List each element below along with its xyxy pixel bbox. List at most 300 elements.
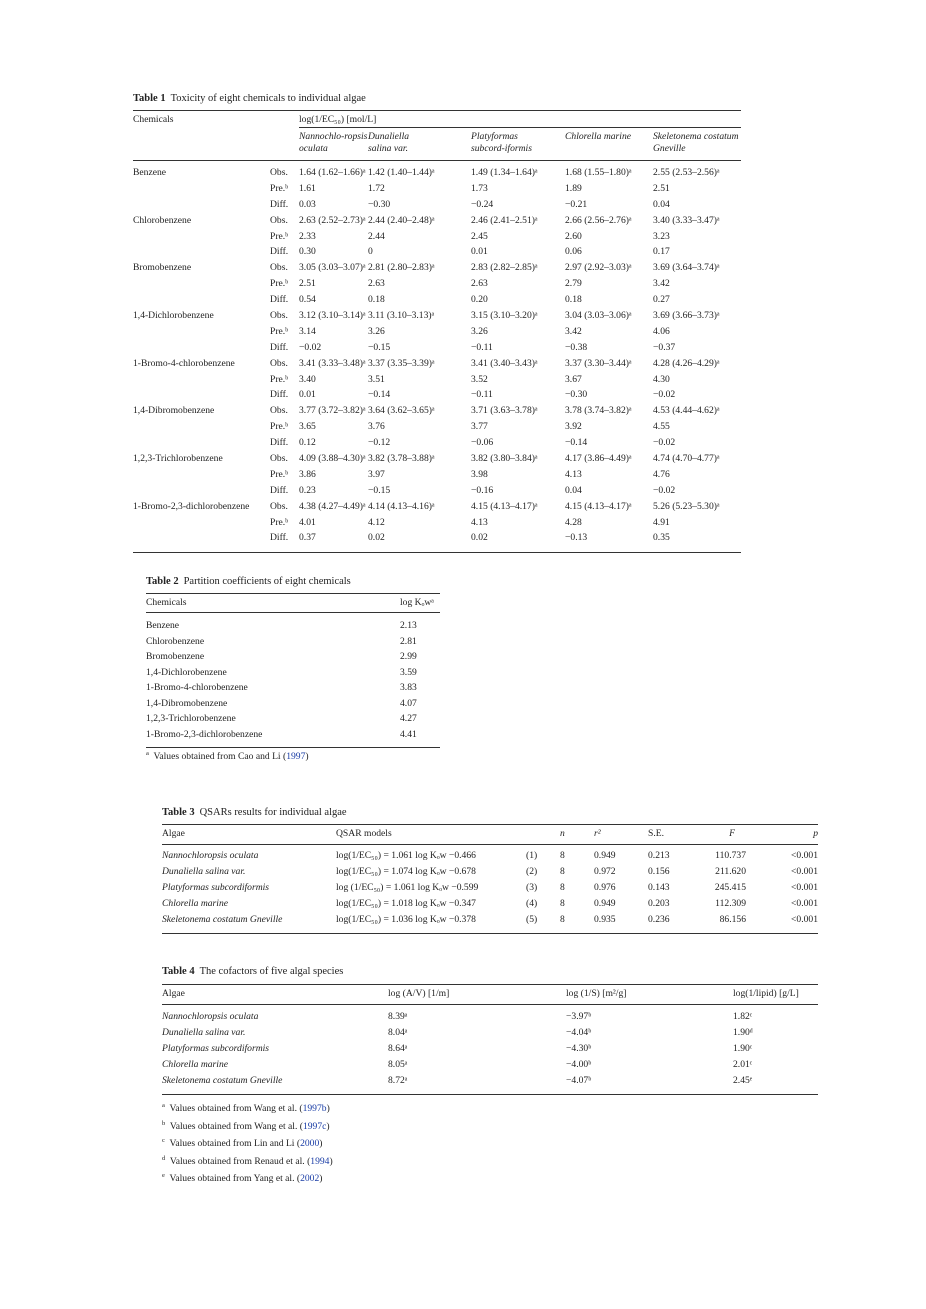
species-name-line1: Skeletonema costatum — [653, 131, 739, 142]
table1-species-header — [368, 131, 471, 161]
table1-cell: 0.02 — [368, 532, 385, 544]
r2-value: 0.935 — [594, 914, 616, 925]
alga-name: Skeletonema costatum Gneville — [162, 1075, 283, 1086]
table1-cell: 0.02 — [471, 532, 488, 544]
table1-cell: 0.18 — [565, 294, 582, 306]
citation-link[interactable]: 2000 — [300, 1138, 320, 1150]
row-type-label: Pre.ᵇ — [270, 278, 289, 290]
se-value: 0.236 — [648, 914, 670, 925]
chemical-name — [133, 374, 270, 390]
n-value: 8 — [560, 882, 565, 893]
s-value: −4.04ᵇ — [566, 1027, 592, 1038]
table1-title — [133, 93, 366, 104]
table1-cell: 4.38 (4.27–4.49)ᵃ — [299, 500, 366, 512]
table1-row — [133, 262, 741, 278]
table1-row — [133, 453, 741, 469]
chemical-name: 1,4-Dibromobenzene — [133, 405, 215, 417]
table1-cell: 3.05 (3.03–3.07)ᵃ — [299, 262, 366, 274]
footnote-text: Values obtained from Yang et al. ( — [169, 1173, 301, 1185]
species-name-line1: Platyformas — [471, 131, 518, 142]
table1-cell: 3.77 — [471, 421, 488, 433]
citation-link[interactable]: 1994 — [310, 1155, 330, 1167]
table4-footnote — [162, 1172, 333, 1190]
table1-cell: 2.44 (2.40–2.48)ᵃ — [368, 214, 435, 226]
n-value: 8 — [560, 914, 565, 925]
table2-row — [146, 613, 440, 636]
table1-row — [133, 374, 741, 390]
table1-cell: 2.63 — [368, 278, 385, 290]
alga-name: Chlorella marine — [162, 1059, 228, 1070]
table1-row — [133, 215, 741, 231]
row-type-label: Obs. — [270, 500, 288, 512]
table2-row — [146, 636, 440, 652]
row-type-label: Diff. — [270, 484, 289, 496]
equation-number: (1) — [526, 850, 538, 861]
table1-row — [133, 437, 741, 453]
table4-footnote — [162, 1137, 333, 1155]
equation-number: (4) — [526, 898, 538, 909]
row-type-label: Obs. — [270, 310, 288, 322]
table3-row — [162, 882, 818, 898]
table1-cell: 0.04 — [565, 484, 582, 496]
table3-caption: QSARs results for individual algae — [199, 807, 347, 818]
table1-cell: 3.51 — [368, 373, 385, 385]
table3 — [162, 824, 818, 934]
table1-cell: 3.11 (3.10–3.13)ᵃ — [368, 310, 435, 322]
table1-cell: 4.14 (4.13–4.16)ᵃ — [368, 500, 435, 512]
species-name-line2: subcord-iformis — [471, 143, 532, 154]
footnote-close: ) — [319, 1138, 323, 1150]
table4-title — [162, 966, 343, 977]
table4-row — [162, 1059, 818, 1075]
footnote-close: ) — [319, 1173, 323, 1185]
table1-cell: 3.69 (3.66–3.73)ᵃ — [653, 310, 720, 322]
r2-value: 0.972 — [594, 866, 616, 877]
chemical-name — [133, 199, 270, 215]
table1-row — [133, 501, 741, 517]
chemical-name: Bromobenzene — [133, 262, 192, 274]
table1-cell: 3.41 (3.33–3.48)ᵃ — [299, 357, 366, 369]
table1-cell: 3.40 — [299, 373, 316, 385]
table4-header-lipid: log(1/lipid) [g/L] — [733, 988, 799, 999]
n-value: 8 — [560, 850, 565, 861]
chemical-name — [133, 469, 270, 485]
footnote-text: Values obtained from Renaud et al. ( — [169, 1155, 311, 1167]
table1-cell: 4.28 — [565, 516, 582, 528]
se-value: 0.156 — [648, 866, 670, 877]
table1-cell: 2.79 — [565, 278, 582, 290]
table1-cell: 3.76 — [368, 421, 385, 433]
lipid-value: 2.45ᵉ — [733, 1075, 753, 1086]
n-value: 8 — [560, 866, 565, 877]
table1-cell: 0.18 — [368, 294, 385, 306]
table1-cell: 2.51 — [653, 182, 670, 194]
qsar-model: log(1/EC₅₀) = 1.018 log Kₒw −0.347 — [336, 898, 476, 909]
av-value: 8.72ᵃ — [388, 1075, 408, 1086]
chemical-name — [133, 183, 270, 199]
table1-cell: −0.06 — [471, 437, 494, 449]
chemical-name — [133, 517, 270, 533]
table1-species-header — [565, 131, 653, 161]
table1-cell: 1.64 (1.62–1.66)ᵃ — [299, 167, 366, 178]
table1-cell: 4.74 (4.70–4.77)ᵃ — [653, 453, 720, 465]
table1-cell: 0.12 — [299, 437, 316, 449]
table1-cell: −0.12 — [368, 437, 391, 449]
table1-cell: 4.28 (4.26–4.29)ᵃ — [653, 357, 720, 369]
table3-header-models: QSAR models — [336, 828, 392, 839]
logkow-value: 4.27 — [400, 713, 417, 724]
se-value: 0.203 — [648, 898, 670, 909]
table1-cell: 3.98 — [471, 468, 488, 480]
table1-cell: 2.46 (2.41–2.51)ᵃ — [471, 214, 538, 226]
table1-row — [133, 183, 741, 199]
table1-cell: 3.42 — [565, 325, 582, 337]
table1-cell: 2.66 (2.56–2.76)ᵃ — [565, 214, 632, 226]
s-value: −4.07ᵇ — [566, 1075, 592, 1086]
table2-header-logkow: log Kₒwᵃ — [400, 597, 434, 608]
table2-row — [146, 651, 440, 667]
table1-cell: 4.06 — [653, 325, 670, 337]
row-type-label: Obs. — [270, 405, 288, 417]
footnote-close: ) — [329, 1155, 333, 1167]
chemical-name — [133, 437, 270, 453]
table1-cell: 3.37 (3.35–3.39)ᵃ — [368, 357, 435, 369]
chemical-name: 1,4-Dibromobenzene — [146, 697, 228, 709]
table1-species-header — [471, 131, 565, 161]
table2-row — [146, 713, 440, 729]
chemical-name: Chlorobenzene — [133, 214, 192, 226]
table1-cell: 4.09 (3.88–4.30)ᵃ — [299, 453, 366, 465]
r2-value: 0.949 — [594, 898, 616, 909]
s-value: −4.00ᵇ — [566, 1059, 592, 1070]
table1-cell: 0.06 — [565, 246, 582, 258]
n-value: 8 — [560, 898, 565, 909]
row-type-label: Diff. — [270, 437, 289, 449]
table1-cell: 2.60 — [565, 230, 582, 242]
table1-cell: 3.69 (3.64–3.74)ᵃ — [653, 262, 720, 274]
chemical-name: Chlorobenzene — [146, 635, 205, 647]
table1-species-header — [299, 131, 368, 161]
table4-header-av: log (A/V) [1/m] — [388, 988, 450, 999]
lipid-value: 1.90ᶜ — [733, 1043, 753, 1054]
equation-number: (3) — [526, 882, 538, 893]
species-name-line2: oculata — [299, 143, 328, 154]
table1-cell: 3.14 — [299, 325, 316, 337]
table2-row — [146, 682, 440, 698]
table2-footnote: $^a$ Values obtained from Cao and Li (1997) — [146, 750, 309, 763]
table1-header-chemicals: Chemicals — [133, 114, 174, 125]
table4-footnotes — [162, 1102, 333, 1190]
alga-name: Dunaliella salina var. — [162, 866, 246, 877]
table4-row — [162, 1027, 818, 1043]
citation-link[interactable]: 1997 — [286, 751, 306, 763]
qsar-model: log(1/EC₅₀) = 1.036 log Kₒw −0.378 — [336, 914, 476, 925]
table1-row — [133, 294, 741, 310]
table1-cell: 3.78 (3.74–3.82)ᵃ — [565, 405, 632, 417]
table1-cell: 3.04 (3.03–3.06)ᵃ — [565, 310, 632, 322]
table2-header-chemicals: Chemicals — [146, 597, 187, 608]
table1-cell: 0.37 — [299, 532, 316, 544]
citation-link[interactable]: 2002 — [300, 1173, 320, 1185]
table3-header-n: n — [560, 828, 565, 839]
species-name-line1: Nannochlo-ropsis — [299, 131, 368, 142]
table1-row — [133, 532, 741, 552]
citation-link[interactable]: 1997b — [302, 1103, 327, 1115]
table3-row — [162, 845, 818, 867]
table1-cell: 3.41 (3.40–3.43)ᵃ — [471, 357, 538, 369]
table1-row — [133, 421, 741, 437]
chemical-name — [133, 485, 270, 501]
table1-cell: 0.54 — [299, 294, 316, 306]
footnote-mark: e — [162, 1172, 165, 1179]
lipid-value: 1.82ᶜ — [733, 1011, 753, 1022]
row-type-label: Diff. — [270, 532, 289, 544]
chemical-name — [133, 532, 270, 552]
footnote-mark: b — [162, 1119, 166, 1127]
p-value: <0.001 — [791, 850, 818, 861]
table1-cell: 0.01 — [299, 389, 316, 401]
footnote-text: Values obtained from Lin and Li ( — [169, 1138, 301, 1150]
chemical-name — [133, 421, 270, 437]
av-value: 8.64ᵃ — [388, 1043, 408, 1054]
f-value: 86.156 — [719, 914, 746, 925]
table1-cell: 2.44 — [368, 230, 385, 242]
table1-caption: Toxicity of eight chemicals to individual algae — [170, 93, 366, 104]
table1-cell: 3.67 — [565, 373, 582, 385]
table1-cell: −0.30 — [565, 389, 588, 401]
table1-cell: 3.52 — [471, 373, 488, 385]
table1-cell: 4.13 — [471, 516, 488, 528]
chemical-name: 1,4-Dichlorobenzene — [146, 666, 227, 678]
table1-row — [133, 358, 741, 374]
table1-cell: 4.30 — [653, 373, 670, 385]
table4 — [162, 984, 818, 1095]
table1-cell: 0.03 — [299, 198, 316, 210]
table3-row — [162, 898, 818, 914]
row-type-label: Pre.ᵇ — [270, 373, 289, 385]
table1-row — [133, 231, 741, 247]
table1-cell: 0.30 — [299, 246, 316, 258]
table1-cell: 3.86 — [299, 468, 316, 480]
table1-cell: 0.01 — [471, 246, 488, 258]
table1-cell: 3.26 — [471, 325, 488, 337]
footnote-close: ) — [326, 1120, 330, 1132]
se-value: 0.213 — [648, 850, 670, 861]
table1-cell: 4.15 (4.13–4.17)ᵃ — [471, 500, 538, 512]
table2-row — [146, 667, 440, 683]
table1-cell: 2.33 — [299, 230, 316, 242]
equation-number: (5) — [526, 914, 538, 925]
row-type-label: Diff. — [270, 294, 289, 306]
se-value: 0.143 — [648, 882, 670, 893]
table1-cell: 3.40 (3.33–3.47)ᵃ — [653, 214, 720, 226]
r2-value: 0.949 — [594, 850, 616, 861]
alga-name: Nannochloropsis oculata — [162, 850, 259, 861]
chemical-name — [133, 389, 270, 405]
table1-cell: 4.91 — [653, 516, 670, 528]
table1-row — [133, 485, 741, 501]
lipid-value: 1.90ᵈ — [733, 1027, 753, 1038]
row-type-label: Pre.ᵇ — [270, 230, 289, 242]
equation-number: (2) — [526, 866, 538, 877]
table1-cell: 0 — [368, 246, 373, 258]
table1-cell: 1.89 — [565, 182, 582, 194]
table4-header-s: log (1/S) [m²/g] — [566, 988, 627, 999]
table1-cell: −0.30 — [368, 198, 391, 210]
row-type-label: Obs. — [270, 357, 288, 369]
table4-footnote — [162, 1155, 333, 1173]
table1-row — [133, 199, 741, 215]
row-type-label: Obs. — [270, 214, 288, 226]
table1-cell: −0.02 — [653, 437, 676, 449]
table1-cell: 1.72 — [368, 182, 385, 194]
logkow-value: 3.59 — [400, 666, 417, 678]
table3-row — [162, 914, 818, 934]
chemical-name — [133, 294, 270, 310]
table1-row — [133, 342, 741, 358]
table4-footnote — [162, 1120, 333, 1138]
table1-cell: −0.15 — [368, 484, 391, 496]
av-value: 8.05ᵃ — [388, 1059, 408, 1070]
p-value: <0.001 — [791, 914, 818, 925]
table1-cell: 3.23 — [653, 230, 670, 242]
table1-cell: 1.61 — [299, 182, 316, 194]
table1-cell: 2.83 (2.82–2.85)ᵃ — [471, 262, 538, 274]
table1-cell: −0.37 — [653, 341, 676, 353]
qsar-model: log (1/EC₅₀) = 1.061 log Kₒw −0.599 — [336, 882, 479, 893]
table4-footnote — [162, 1102, 333, 1120]
table1-cell: −0.16 — [471, 484, 494, 496]
table1-row — [133, 405, 741, 421]
table1-cell: 2.51 — [299, 278, 316, 290]
table1-row — [133, 517, 741, 533]
logkow-value: 4.41 — [400, 728, 417, 740]
table1-cell: 3.97 — [368, 468, 385, 480]
av-value: 8.04ᵃ — [388, 1027, 408, 1038]
r2-value: 0.976 — [594, 882, 616, 893]
p-value: <0.001 — [791, 898, 818, 909]
table4-row — [162, 1005, 818, 1028]
chemical-name — [133, 342, 270, 358]
alga-name: Chlorella marine — [162, 898, 228, 909]
table1-cell: −0.15 — [368, 341, 391, 353]
p-value: <0.001 — [791, 882, 818, 893]
table1-cell: −0.14 — [565, 437, 588, 449]
table1-header-measure: log(1/EC₅₀) [mol/L] — [299, 114, 377, 125]
table3-label: Table 3 — [162, 807, 195, 818]
row-type-label: Pre.ᵇ — [270, 182, 289, 194]
table1-cell: 2.97 (2.92–3.03)ᵃ — [565, 262, 632, 274]
table1-cell: −0.24 — [471, 198, 494, 210]
species-name-line2: Gneville — [653, 143, 686, 154]
lipid-value: 2.01ᶜ — [733, 1059, 753, 1070]
row-type-label: Diff. — [270, 389, 289, 401]
chemical-name — [133, 278, 270, 294]
footnote-mark: c — [162, 1137, 165, 1144]
table1-cell: 4.13 — [565, 468, 582, 480]
f-value: 112.309 — [715, 898, 746, 909]
table1-cell: 4.53 (4.44–4.62)ᵃ — [653, 405, 720, 417]
table1-cell: 2.63 (2.52–2.73)ᵃ — [299, 214, 366, 226]
table1-cell: −0.11 — [471, 389, 493, 401]
table1-cell: 3.15 (3.10–3.20)ᵃ — [471, 310, 538, 322]
table1-cell: 2.81 (2.80–2.83)ᵃ — [368, 262, 435, 274]
chemical-name: 1,4-Dichlorobenzene — [133, 310, 214, 322]
table1-cell: 0.35 — [653, 532, 670, 544]
row-type-label: Pre.ᵇ — [270, 421, 289, 433]
table1-row — [133, 278, 741, 294]
chemical-name — [133, 231, 270, 247]
table1-cell: 3.77 (3.72–3.82)ᵃ — [299, 405, 366, 417]
row-type-label: Pre.ᵇ — [270, 468, 289, 480]
table1-cell: 3.82 (3.78–3.88)ᵃ — [368, 453, 435, 465]
row-type-label: Pre.ᵇ — [270, 516, 289, 528]
row-type-label: Obs. — [270, 453, 288, 465]
table4-label: Table 4 — [162, 966, 195, 977]
logkow-value: 2.99 — [400, 651, 417, 662]
table2 — [146, 593, 440, 748]
table1-cell: 1.42 (1.40–1.44)ᵃ — [368, 167, 435, 178]
alga-name: Nannochloropsis oculata — [162, 1011, 259, 1022]
table1-cell: 0.04 — [653, 198, 670, 210]
table1-cell: 3.42 — [653, 278, 670, 290]
table1-cell: 1.49 (1.34–1.64)ᵃ — [471, 167, 538, 178]
table1-cell: 2.55 (2.53–2.56)ᵃ — [653, 167, 720, 178]
table1-cell: 1.73 — [471, 182, 488, 194]
footnote-text: Values obtained from Wang et al. ( — [169, 1120, 303, 1132]
table1-species-header — [653, 131, 741, 161]
alga-name: Dunaliella salina var. — [162, 1027, 246, 1038]
logkow-value: 2.81 — [400, 635, 417, 647]
table1-row — [133, 310, 741, 326]
table1-cell: 2.45 — [471, 230, 488, 242]
table4-caption: The cofactors of five algal species — [199, 966, 344, 977]
species-name-line1: Dunaliella — [368, 131, 410, 142]
qsar-model: log(1/EC₅₀) = 1.061 log Kₒw −0.466 — [336, 850, 476, 861]
citation-link[interactable]: 1997c — [302, 1120, 327, 1132]
table1-cell: 3.64 (3.62–3.65)ᵃ — [368, 405, 435, 417]
row-type-label: Diff. — [270, 341, 289, 353]
table1-cell: −0.21 — [565, 198, 588, 210]
alga-name: Platyformas subcordiformis — [162, 1043, 270, 1054]
f-value: 211.620 — [715, 866, 746, 877]
table1-cell: 3.37 (3.30–3.44)ᵃ — [565, 357, 632, 369]
table1-cell: 4.01 — [299, 516, 316, 528]
av-value: 8.39ᵃ — [388, 1011, 408, 1022]
table2-row — [146, 729, 440, 748]
table1-cell: −0.38 — [565, 341, 588, 353]
table2-row — [146, 698, 440, 714]
table1-cell: 3.26 — [368, 325, 385, 337]
logkow-value: 4.07 — [400, 697, 417, 709]
table1-cell: 5.26 (5.23–5.30)ᵃ — [653, 500, 720, 512]
table1-cell: 0.17 — [653, 246, 670, 258]
footnote-mark: d — [162, 1154, 166, 1162]
chemical-name: 1,2,3-Trichlorobenzene — [146, 713, 236, 724]
table3-header-p: p — [813, 828, 818, 839]
chemical-name: 1,2,3-Trichlorobenzene — [133, 453, 223, 465]
table1-row — [133, 326, 741, 342]
logkow-value: 2.13 — [400, 620, 417, 631]
chemical-name — [133, 246, 270, 262]
p-value: <0.001 — [791, 866, 818, 877]
chemical-name: 1-Bromo-2,3-dichlorobenzene — [133, 500, 250, 512]
chemical-name: Bromobenzene — [146, 651, 205, 662]
chemical-name — [133, 326, 270, 342]
table1-cell: −0.02 — [653, 389, 676, 401]
s-value: −3.97ᵇ — [566, 1011, 592, 1022]
s-value: −4.30ᵇ — [566, 1043, 592, 1054]
